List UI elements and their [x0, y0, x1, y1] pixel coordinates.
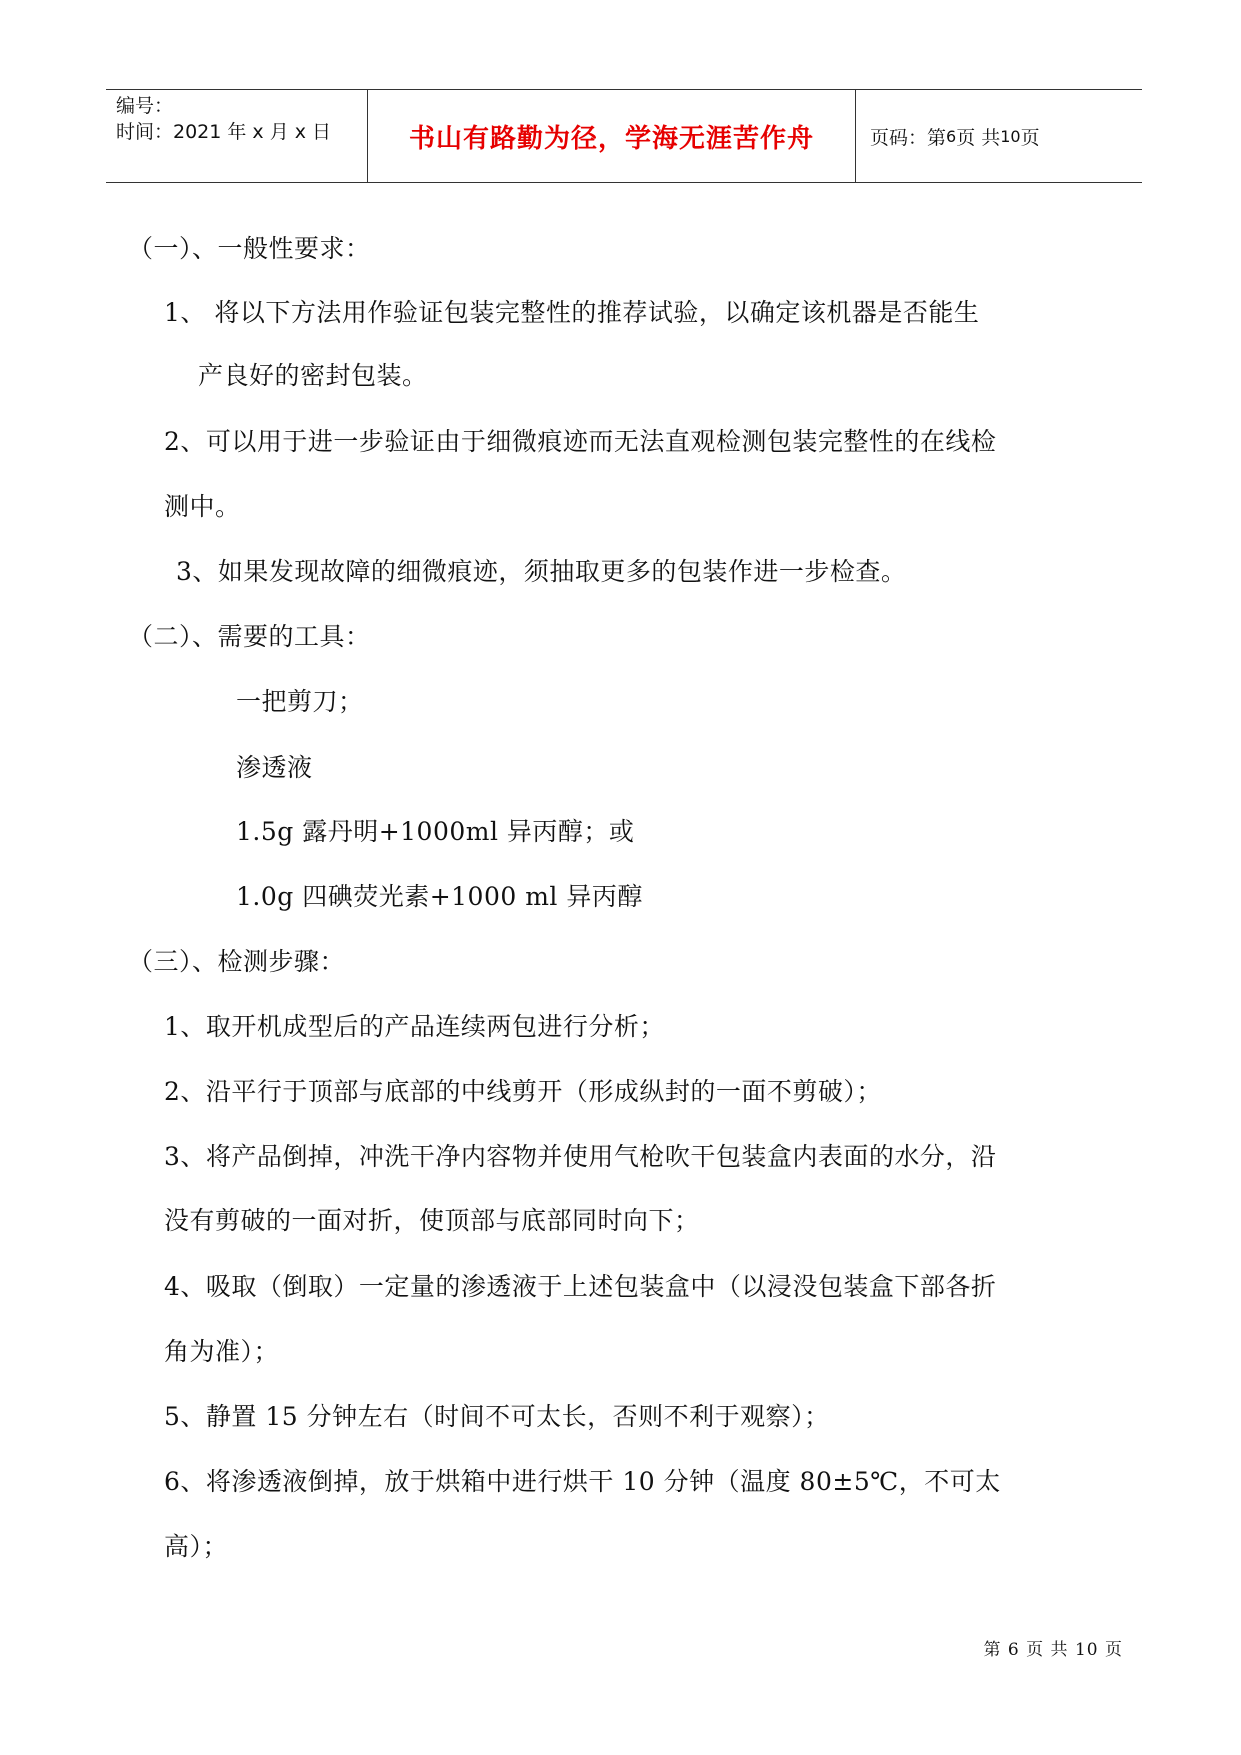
step-line: 5、静置 15 分钟左右（时间不可太长，否则不利于观察）；	[164, 1402, 830, 1431]
time-label: 时间：2021 年 x 月 x 日	[116, 121, 332, 143]
page-label-suffix: 页	[1020, 126, 1040, 149]
page-label-mid: 页 共	[956, 126, 1001, 149]
page-total: 10	[1000, 126, 1021, 146]
paragraph-line: 产良好的密封包装。	[198, 361, 428, 390]
page-number: 6	[946, 126, 957, 146]
serial-number-label: 编号：	[116, 95, 174, 117]
step-line: 角为准）；	[164, 1337, 280, 1366]
header-motto: 书山有路勤为径，学海无涯苦作舟	[408, 123, 814, 154]
tool-item: 渗透液	[236, 753, 313, 782]
paragraph-line: 1、 将以下方法用作验证包装完整性的推荐试验，以确定该机器是否能生	[164, 298, 980, 327]
step-line: 高）；	[164, 1532, 229, 1561]
step-line: 没有剪破的一面对折，使顶部与底部同时向下；	[164, 1206, 700, 1235]
step-line: 1、取开机成型后的产品连续两包进行分析；	[164, 1012, 665, 1041]
page-footer: 第 6 页 共 10 页	[983, 1640, 1123, 1660]
step-line: 3、将产品倒掉，冲洗干净内容物并使用气枪吹干包装盒内表面的水分，沿	[164, 1142, 997, 1171]
page-label-prefix: 页码：第	[870, 126, 947, 149]
step-line: 4、吸取（倒取）一定量的渗透液于上述包装盒中（以浸没包装盒下部各折	[164, 1272, 997, 1301]
section-heading-general: （一）、一般性要求：	[128, 234, 371, 263]
tool-item: 一把剪刀；	[236, 687, 364, 716]
tool-item: 1.0g 四碘荧光素+1000 ml 异丙醇	[236, 882, 643, 911]
paragraph-line: 测中。	[164, 492, 241, 521]
header-page-cell	[856, 90, 1142, 182]
tool-item: 1.5g 露丹明+1000ml 异丙醇；或	[236, 817, 635, 846]
paragraph-line: 3、如果发现故障的细微痕迹，须抽取更多的包装作进一步检查。	[176, 557, 907, 586]
section-heading-steps: （三）、检测步骤：	[128, 947, 346, 976]
header-meta-cell	[106, 90, 368, 182]
header-motto-cell	[368, 90, 856, 182]
step-line: 6、将渗透液倒掉，放于烘箱中进行烘干 10 分钟（温度 80±5℃，不可太	[164, 1467, 1001, 1496]
page-header-table	[106, 89, 1142, 183]
step-line: 2、沿平行于顶部与底部的中线剪开（形成纵封的一面不剪破）；	[164, 1077, 882, 1106]
section-heading-tools: （二）、需要的工具：	[128, 622, 371, 651]
paragraph-line: 2、可以用于进一步验证由于细微痕迹而无法直观检测包装完整性的在线检	[164, 427, 997, 456]
